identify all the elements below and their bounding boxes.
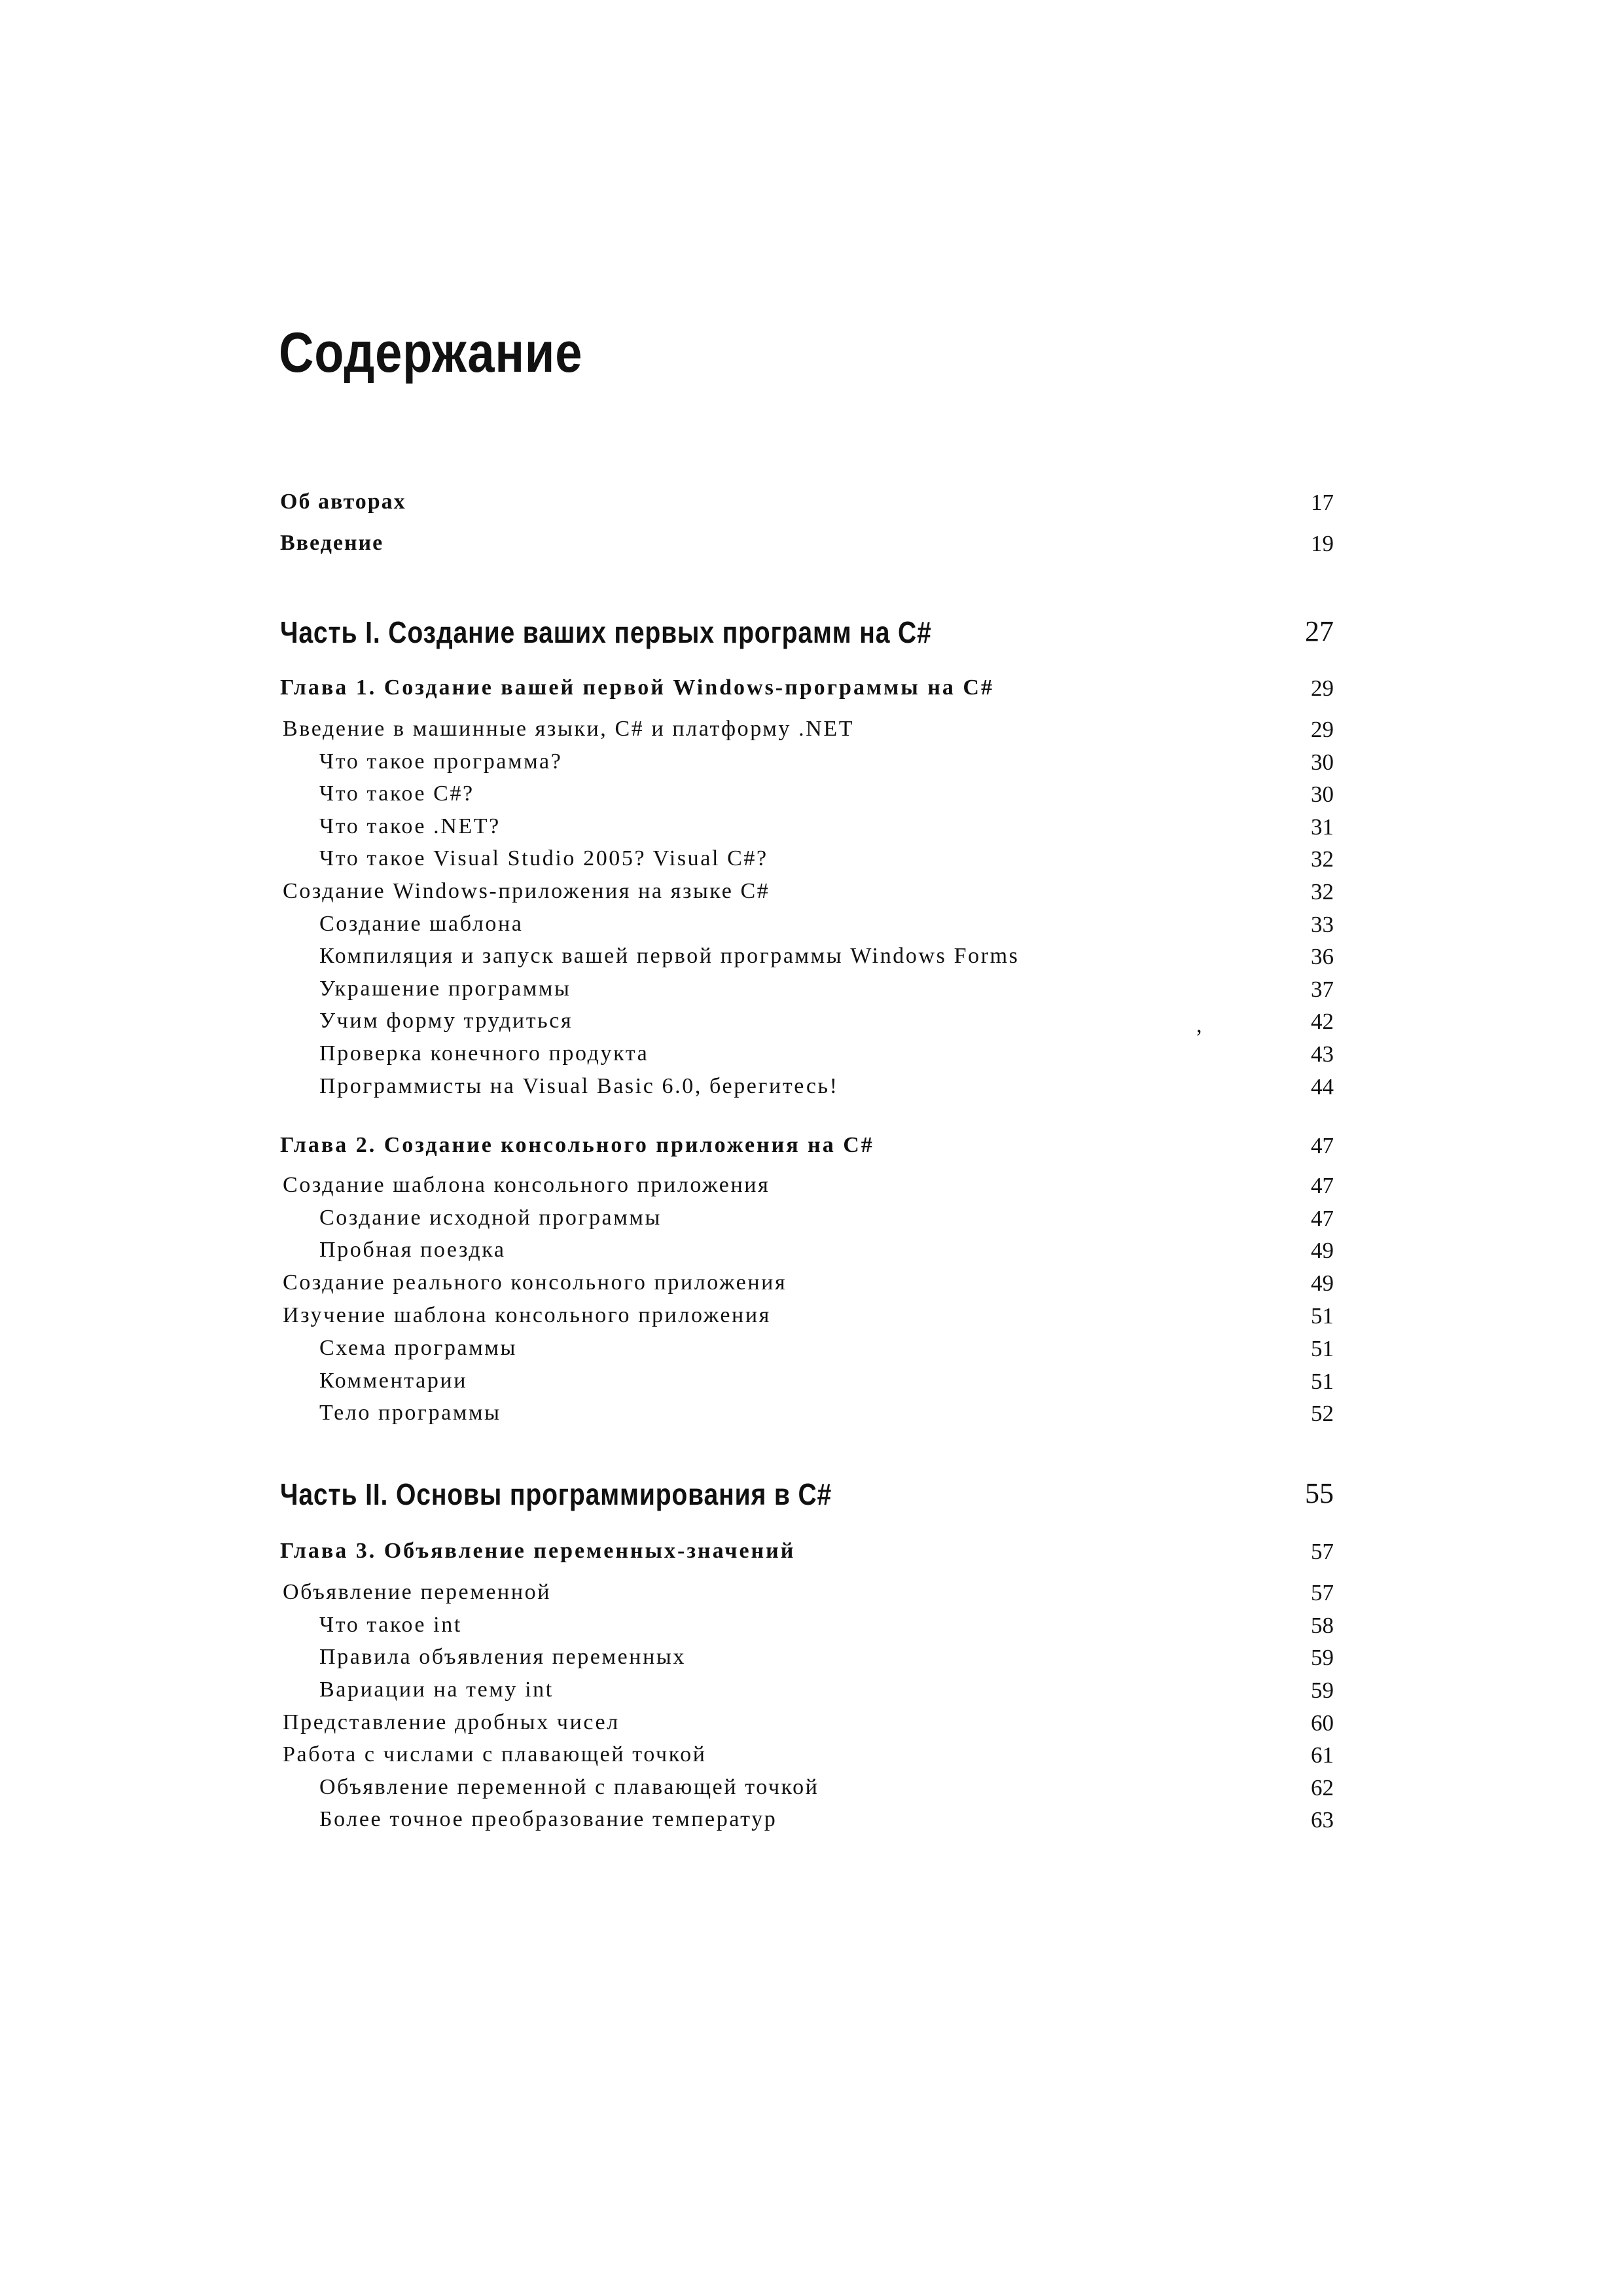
toc-entry-page: 32 — [1311, 846, 1334, 872]
toc-entry-page: 30 — [1311, 781, 1334, 807]
toc-entry-front — [0, 490, 1623, 529]
toc-entry-label: Комментарии — [319, 1369, 468, 1393]
toc-entry-label: Что такое .NET? — [319, 814, 501, 838]
toc-entry-label: Что такое int — [319, 1613, 462, 1637]
toc-entry-page: 29 — [1311, 675, 1334, 701]
toc-entry-page: 58 — [1311, 1613, 1334, 1638]
toc-entry-label: Часть I. Создание ваших первых программ на C# — [280, 615, 932, 649]
toc-entry-page: 51 — [1311, 1369, 1334, 1394]
toc-entry-l2 — [0, 1074, 1623, 1113]
toc-entry-page: 33 — [1311, 912, 1334, 937]
toc-entry-page: 37 — [1311, 977, 1334, 1002]
toc-entry-page: 49 — [1311, 1238, 1334, 1263]
toc-entry-label: Представление дробных чисел — [283, 1710, 620, 1734]
toc-entry-label: Работа с числами с плавающей точкой — [283, 1742, 707, 1767]
toc-entry-part — [0, 615, 1623, 654]
toc-entry-label: Глава 2. Создание консольного приложения на C# — [280, 1133, 874, 1157]
toc-entry-label: Украшение программы — [319, 977, 571, 1001]
toc-entry-label: Объявление переменной — [283, 1580, 552, 1604]
toc-entry-label: Что такое Visual Studio 2005? Visual C#? — [319, 846, 768, 870]
toc-entry-label: Тело программы — [319, 1401, 501, 1425]
toc-entry-page: 57 — [1311, 1539, 1334, 1564]
toc-entry-page: 63 — [1311, 1807, 1334, 1833]
toc-entry-label: Более точное преобразование температур — [319, 1807, 777, 1831]
toc-entry-page: 27 — [1305, 615, 1334, 647]
toc-entry-page: 42 — [1311, 1009, 1334, 1034]
toc-entry-chapter — [0, 1133, 1623, 1172]
toc-entry-label: Программисты на Visual Basic 6.0, берегитесь! — [319, 1074, 839, 1098]
toc-entry-page: 62 — [1311, 1775, 1334, 1801]
toc-entry-page: 59 — [1311, 1677, 1334, 1703]
toc-entry-page: 32 — [1311, 879, 1334, 905]
toc-entry-label: Компиляция и запуск вашей первой программы Windows Forms — [319, 944, 1020, 968]
toc-entry-page: 31 — [1311, 814, 1334, 840]
toc-entry-label: Проверка конечного продукта — [319, 1041, 649, 1066]
toc-entry-page: 51 — [1311, 1303, 1334, 1329]
toc-entry-label: Что такое C#? — [319, 781, 474, 806]
toc-entry-label: Объявление переменной с плавающей точкой — [319, 1775, 819, 1799]
toc-entry-page: 30 — [1311, 749, 1334, 775]
toc-entry-label: Изучение шаблона консольного приложения — [283, 1303, 771, 1327]
toc-entry-label: Учим форму трудиться — [319, 1009, 573, 1033]
toc-entry-page: 19 — [1311, 531, 1334, 556]
toc-entry-label: Создание исходной программы — [319, 1206, 662, 1230]
toc-entry-l2 — [0, 1807, 1623, 1846]
toc-entry-page: 47 — [1311, 1173, 1334, 1198]
toc-entry-label: Глава 1. Создание вашей первой Windows-программы на C# — [280, 675, 994, 700]
toc-entry-page: 55 — [1305, 1477, 1334, 1509]
toc-entry-page: 49 — [1311, 1270, 1334, 1296]
toc-entry-chapter — [0, 675, 1623, 715]
toc-entry-page: 44 — [1311, 1074, 1334, 1100]
toc-entry-label: Что такое программа? — [319, 749, 563, 774]
toc-entry-part — [0, 1477, 1623, 1516]
toc-entry-page: 43 — [1311, 1041, 1334, 1067]
toc-entry-label: Создание шаблона консольного приложения — [283, 1173, 770, 1197]
toc-entry-label: Создание реального консольного приложения — [283, 1270, 787, 1295]
toc-entry-chapter — [0, 1539, 1623, 1578]
stray-mark: , — [1196, 1013, 1202, 1037]
toc-entry-page: 29 — [1311, 717, 1334, 742]
toc-entry-label: Введение — [280, 531, 384, 555]
toc-entry-label: Схема программы — [319, 1336, 517, 1360]
toc-entry-label: Создание шаблона — [319, 912, 524, 936]
toc-entry-page: 57 — [1311, 1580, 1334, 1605]
toc-entry-l2 — [0, 1401, 1623, 1440]
toc-entry-label: Глава 3. Объявление переменных-значений — [280, 1539, 796, 1563]
toc-entry-label: Об авторах — [280, 490, 406, 514]
toc-entry-page: 52 — [1311, 1401, 1334, 1426]
page-title: Содержание — [279, 321, 583, 384]
toc-entry-page: 51 — [1311, 1336, 1334, 1361]
toc-entry-page: 36 — [1311, 944, 1334, 969]
toc-entry-label: Создание Windows-приложения на языке C# — [283, 879, 770, 903]
toc-entry-page: 59 — [1311, 1645, 1334, 1670]
toc-entry-page: 47 — [1311, 1206, 1334, 1231]
toc-entry-label: Вариации на тему int — [319, 1677, 554, 1702]
toc-entry-page: 47 — [1311, 1133, 1334, 1158]
toc-entry-label: Правила объявления переменных — [319, 1645, 686, 1669]
toc-entry-page: 61 — [1311, 1742, 1334, 1768]
toc-entry-front — [0, 531, 1623, 570]
toc-entry-label: Введение в машинные языки, C# и платформу .NET — [283, 717, 855, 741]
toc-entry-page: 60 — [1311, 1710, 1334, 1736]
toc-entry-label: Пробная поездка — [319, 1238, 506, 1262]
toc-entry-label: Часть II. Основы программирования в C# — [280, 1477, 832, 1511]
toc-entry-page: 17 — [1311, 490, 1334, 515]
